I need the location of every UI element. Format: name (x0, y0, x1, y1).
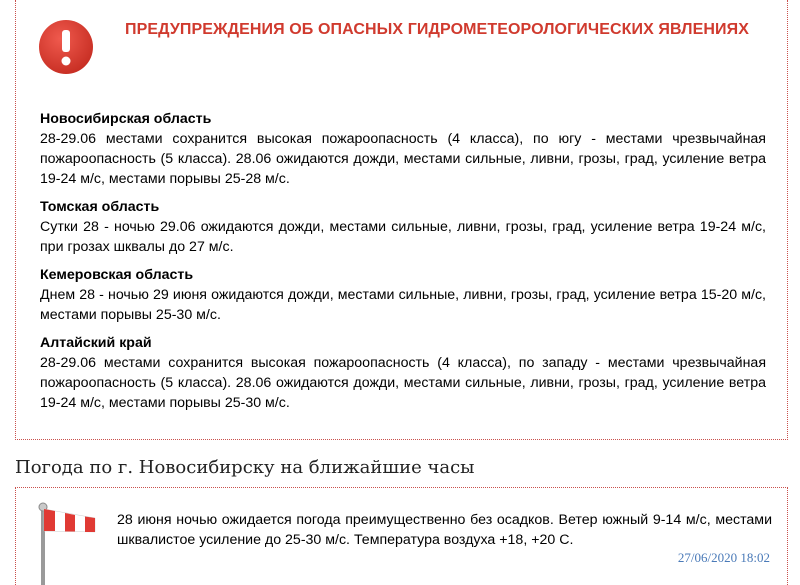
region-text: 28-29.06 местами сохранится высокая пожароопасность (4 класса), по югу - местами чрезвычайная пожароопасность (5 класса). 28.06 ожидаются дожди, местами сильные, ливни, грозы, град, усиление ветра 19-24 м/с, местами порывы 25-28 м/с. (40, 131, 766, 187)
forecast-date: 27/06/2020 18:02 (677, 550, 770, 565)
region-tomsk (40, 197, 766, 257)
region-altai (40, 333, 766, 413)
region-name: Алтайский край (40, 335, 152, 351)
region-text: 28-29.06 местами сохранится высокая пожароопасность (4 класса), по западу - местами чрезвычайная пожароопасность (5 класса). 28.06 ожидаются дожди, местами сильные, ливни, грозы, град, усиление ветра 19-24 м/с, местами порывы 25-30 м/с. (40, 355, 766, 411)
region-novosibirsk (40, 109, 766, 189)
region-name: Новосибирская область (40, 111, 212, 127)
region-kemerovo (40, 265, 766, 325)
region-text: Днем 28 - ночью 29 июня ожидаются дожди, местами сильные, ливни, грозы, град, усиление ветра 15-20 м/с, местами порывы 25-30 м/с. (40, 287, 766, 323)
forecast-text: 28 июня ночью ожидается погода преимущественно без осадков. Ветер южный 9-14 м/с, местами шквалистое усиление до 25-30 м/с. Температура воздуха +18, +20 С. (117, 512, 772, 548)
region-name: Кемеровская область (40, 267, 194, 283)
region-text: Сутки 28 - ночью 29.06 ожидаются дожди, местами сильные, ливни, грозы, град, усиление ветра 19-24 м/с, при грозах шквалы до 27 м/с. (40, 219, 766, 255)
warnings-list (40, 109, 766, 421)
forecast-heading: Погода по г. Новосибирску на ближайшие часы (15, 457, 475, 478)
region-name: Томская область (40, 199, 160, 215)
windsock-icon (37, 501, 99, 585)
warnings-title: ПРЕДУПРЕЖДЕНИЯ ОБ ОПАСНЫХ ГИДРОМЕТЕОРОЛОГИЧЕСКИХ ЯВЛЕНИЯХ (125, 21, 749, 38)
exclamation-icon (38, 19, 94, 75)
